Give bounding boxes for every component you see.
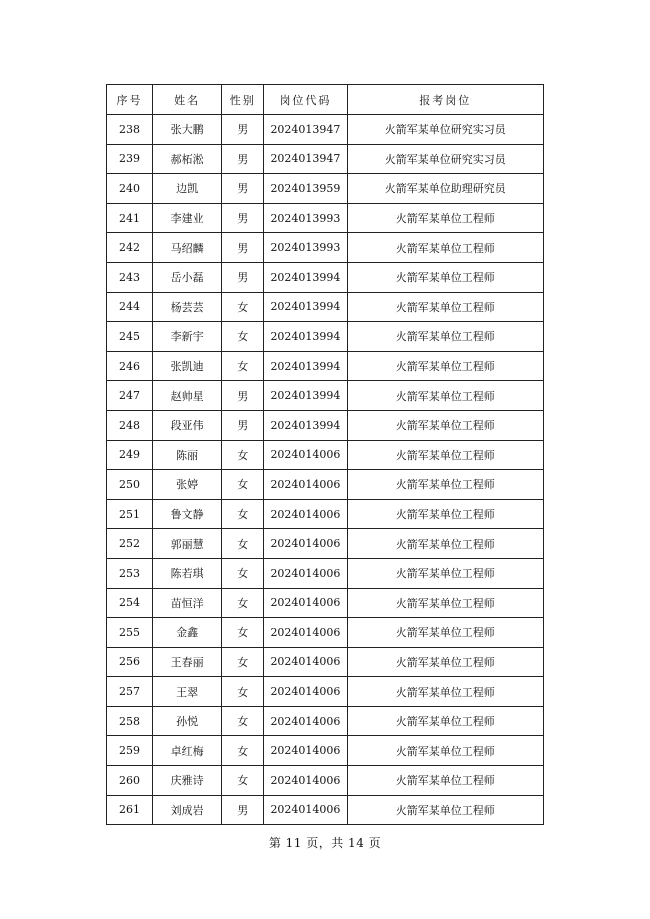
- table-header: [107, 85, 544, 115]
- cell-position-code: 2024014006: [264, 529, 347, 559]
- cell-name: 段亚伟: [153, 410, 222, 440]
- table-row: [107, 795, 544, 825]
- cell-serial: 242: [107, 233, 153, 263]
- cell-gender: 女: [222, 470, 264, 500]
- cell-gender: 女: [222, 588, 264, 618]
- cell-serial: 254: [107, 588, 153, 618]
- cell-gender: 女: [222, 618, 264, 648]
- cell-serial: 239: [107, 144, 153, 174]
- cell-position-code: 2024013994: [264, 322, 347, 352]
- cell-position-code: 2024014006: [264, 706, 347, 736]
- cell-position-code: 2024014006: [264, 766, 347, 796]
- header-name: 姓名: [153, 85, 222, 115]
- cell-position-code: 2024013994: [264, 351, 347, 381]
- cell-position-code: 2024014006: [264, 647, 347, 677]
- cell-position: 火箭军某单位工程师: [347, 647, 543, 677]
- cell-position: 火箭军某单位工程师: [347, 706, 543, 736]
- cell-position: 火箭军某单位工程师: [347, 410, 543, 440]
- cell-name: 金鑫: [153, 618, 222, 648]
- cell-name: 杨芸芸: [153, 292, 222, 322]
- cell-name: 陈丽: [153, 440, 222, 470]
- cell-position: 火箭军某单位工程师: [347, 203, 543, 233]
- header-row: [107, 85, 544, 115]
- header-gender: 性别: [222, 85, 264, 115]
- cell-serial: 251: [107, 499, 153, 529]
- cell-gender: 女: [222, 558, 264, 588]
- cell-position: 火箭军某单位工程师: [347, 618, 543, 648]
- cell-serial: 250: [107, 470, 153, 500]
- table-row: [107, 558, 544, 588]
- cell-name: 王翠: [153, 677, 222, 707]
- table-row: [107, 174, 544, 204]
- table-row: [107, 736, 544, 766]
- table-row: [107, 115, 544, 145]
- cell-position-code: 2024013947: [264, 115, 347, 145]
- cell-serial: 245: [107, 322, 153, 352]
- header-serial: 序号: [107, 85, 153, 115]
- cell-position-code: 2024013959: [264, 174, 347, 204]
- table-row: [107, 529, 544, 559]
- cell-name: 马绍麟: [153, 233, 222, 263]
- cell-position: 火箭军某单位工程师: [347, 440, 543, 470]
- cell-position-code: 2024013993: [264, 233, 347, 263]
- cell-gender: 女: [222, 499, 264, 529]
- table-row: [107, 499, 544, 529]
- cell-position: 火箭军某单位工程师: [347, 233, 543, 263]
- cell-name: 张婷: [153, 470, 222, 500]
- table-body: [107, 115, 544, 825]
- cell-gender: 女: [222, 706, 264, 736]
- cell-name: 卓红梅: [153, 736, 222, 766]
- table-row: [107, 203, 544, 233]
- table-row: [107, 322, 544, 352]
- cell-gender: 男: [222, 262, 264, 292]
- cell-serial: 246: [107, 351, 153, 381]
- cell-position-code: 2024014006: [264, 470, 347, 500]
- cell-position: 火箭军某单位研究实习员: [347, 144, 543, 174]
- table-row: [107, 470, 544, 500]
- cell-position: 火箭军某单位工程师: [347, 558, 543, 588]
- cell-gender: 女: [222, 440, 264, 470]
- cell-name: 苗恒洋: [153, 588, 222, 618]
- cell-position-code: 2024014006: [264, 736, 347, 766]
- cell-name: 庆雅诗: [153, 766, 222, 796]
- table-row: [107, 647, 544, 677]
- cell-serial: 240: [107, 174, 153, 204]
- cell-position: 火箭军某单位工程师: [347, 292, 543, 322]
- cell-name: 陈若琪: [153, 558, 222, 588]
- cell-gender: 男: [222, 174, 264, 204]
- header-position-code: 岗位代码: [264, 85, 347, 115]
- cell-gender: 男: [222, 144, 264, 174]
- cell-serial: 243: [107, 262, 153, 292]
- table-row: [107, 381, 544, 411]
- cell-gender: 女: [222, 322, 264, 352]
- table-row: [107, 588, 544, 618]
- cell-serial: 258: [107, 706, 153, 736]
- cell-name: 孙悦: [153, 706, 222, 736]
- table-row: [107, 677, 544, 707]
- cell-gender: 女: [222, 647, 264, 677]
- cell-position-code: 2024013994: [264, 262, 347, 292]
- cell-name: 郝柘淞: [153, 144, 222, 174]
- table-row: [107, 262, 544, 292]
- cell-name: 李新宇: [153, 322, 222, 352]
- cell-gender: 女: [222, 529, 264, 559]
- header-position: 报考岗位: [347, 85, 543, 115]
- cell-serial: 260: [107, 766, 153, 796]
- cell-name: 李建业: [153, 203, 222, 233]
- cell-position: 火箭军某单位工程师: [347, 588, 543, 618]
- cell-serial: 255: [107, 618, 153, 648]
- cell-position-code: 2024014006: [264, 588, 347, 618]
- cell-serial: 259: [107, 736, 153, 766]
- cell-position-code: 2024014006: [264, 440, 347, 470]
- cell-name: 岳小磊: [153, 262, 222, 292]
- cell-position-code: 2024014006: [264, 499, 347, 529]
- page-footer: 第 11 页，共 14 页: [268, 836, 382, 850]
- cell-name: 刘成岩: [153, 795, 222, 825]
- cell-serial: 238: [107, 115, 153, 145]
- cell-position-code: 2024013994: [264, 410, 347, 440]
- cell-gender: 男: [222, 795, 264, 825]
- cell-serial: 248: [107, 410, 153, 440]
- cell-position: 火箭军某单位工程师: [347, 262, 543, 292]
- cell-position: 火箭军某单位工程师: [347, 736, 543, 766]
- cell-position: 火箭军某单位工程师: [347, 499, 543, 529]
- cell-position-code: 2024013993: [264, 203, 347, 233]
- cell-name: 王春丽: [153, 647, 222, 677]
- cell-gender: 男: [222, 233, 264, 263]
- cell-gender: 女: [222, 292, 264, 322]
- cell-serial: 261: [107, 795, 153, 825]
- cell-position-code: 2024013994: [264, 292, 347, 322]
- cell-name: 边凯: [153, 174, 222, 204]
- cell-gender: 女: [222, 677, 264, 707]
- cell-position-code: 2024014006: [264, 677, 347, 707]
- cell-position-code: 2024013947: [264, 144, 347, 174]
- cell-gender: 男: [222, 203, 264, 233]
- cell-serial: 249: [107, 440, 153, 470]
- cell-position: 火箭军某单位工程师: [347, 677, 543, 707]
- cell-position: 火箭军某单位工程师: [347, 351, 543, 381]
- table-row: [107, 766, 544, 796]
- cell-position: 火箭军某单位工程师: [347, 322, 543, 352]
- cell-serial: 247: [107, 381, 153, 411]
- cell-serial: 253: [107, 558, 153, 588]
- cell-position: 火箭军某单位工程师: [347, 795, 543, 825]
- cell-position: 火箭军某单位助理研究员: [347, 174, 543, 204]
- cell-name: 张凯迪: [153, 351, 222, 381]
- cell-position: 火箭军某单位工程师: [347, 470, 543, 500]
- cell-serial: 241: [107, 203, 153, 233]
- table-row: [107, 618, 544, 648]
- cell-position: 火箭军某单位工程师: [347, 381, 543, 411]
- cell-position: 火箭军某单位研究实习员: [347, 115, 543, 145]
- cell-gender: 男: [222, 381, 264, 411]
- cell-name: 郭丽慧: [153, 529, 222, 559]
- table-row: [107, 292, 544, 322]
- cell-gender: 男: [222, 115, 264, 145]
- cell-gender: 男: [222, 410, 264, 440]
- cell-serial: 244: [107, 292, 153, 322]
- cell-gender: 女: [222, 736, 264, 766]
- cell-gender: 女: [222, 351, 264, 381]
- cell-position: 火箭军某单位工程师: [347, 766, 543, 796]
- cell-serial: 257: [107, 677, 153, 707]
- cell-position: 火箭军某单位工程师: [347, 529, 543, 559]
- applicant-table: [106, 84, 544, 825]
- cell-name: 鲁文静: [153, 499, 222, 529]
- table-row: [107, 144, 544, 174]
- table-row: [107, 410, 544, 440]
- cell-position-code: 2024014006: [264, 618, 347, 648]
- cell-gender: 女: [222, 766, 264, 796]
- table-row: [107, 233, 544, 263]
- cell-serial: 252: [107, 529, 153, 559]
- table-row: [107, 706, 544, 736]
- cell-name: 赵帅星: [153, 381, 222, 411]
- table-row: [107, 440, 544, 470]
- cell-position-code: 2024013994: [264, 381, 347, 411]
- cell-position-code: 2024014006: [264, 558, 347, 588]
- cell-name: 张大鹏: [153, 115, 222, 145]
- cell-serial: 256: [107, 647, 153, 677]
- cell-position-code: 2024014006: [264, 795, 347, 825]
- table-row: [107, 351, 544, 381]
